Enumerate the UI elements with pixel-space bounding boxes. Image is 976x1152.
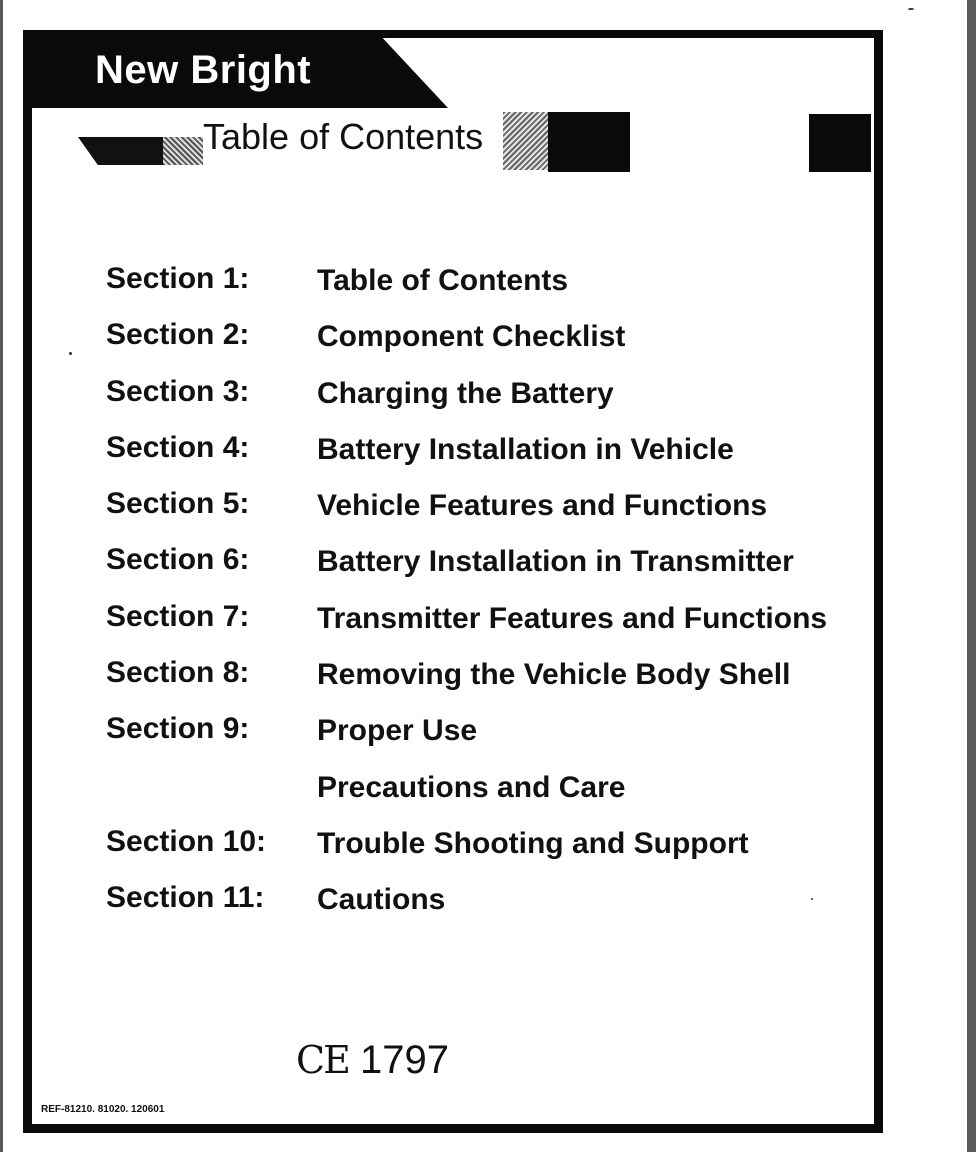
toc-section-number: Section 7:: [106, 599, 250, 633]
toc-section-number: Section 10:: [106, 824, 267, 858]
corner-decor-block: [809, 114, 871, 172]
title-decor-halftone: [163, 137, 203, 165]
toc-section-number: Section 6:: [106, 543, 250, 577]
title-decor-fade: [503, 112, 553, 170]
title-decor-block: [548, 112, 630, 172]
ce-number: 1797: [359, 1038, 449, 1082]
toc-row-11: [106, 881, 846, 937]
toc-section-number: Section 2:: [106, 318, 250, 352]
toc-section-title: Transmitter Features and Functions: [317, 601, 828, 635]
toc-row-5: [106, 487, 846, 543]
toc-section-title: Proper Use: [317, 714, 478, 748]
scan-speck: [811, 898, 813, 900]
reference-code: REF-81210. 81020. 120601: [41, 1104, 165, 1115]
scan-speck: [908, 8, 914, 10]
toc-section-title: Component Checklist: [317, 320, 626, 354]
toc-row-2: [106, 318, 846, 374]
toc-section-number: Section 8:: [106, 656, 250, 690]
toc-section-title: Battery Installation in Vehicle: [317, 432, 734, 466]
toc-row-10: [106, 825, 846, 881]
toc-section-title: Trouble Shooting and Support: [317, 826, 749, 860]
toc-section-number: Section 11:: [106, 881, 265, 915]
toc-section-number: Section 4:: [106, 430, 250, 464]
page-title: Table of Contents: [203, 116, 484, 157]
toc-section-number: Section 3:: [106, 374, 250, 408]
toc-section-title: Vehicle Features and Functions: [317, 489, 768, 523]
document-page: [3, 0, 967, 1152]
scan-speck: [69, 352, 72, 355]
table-of-contents: [106, 262, 846, 938]
toc-section-title: Battery Installation in Transmitter: [317, 545, 794, 579]
toc-section-title: Cautions: [317, 883, 446, 917]
ce-symbol: CE: [296, 1038, 349, 1082]
toc-row-9: [106, 712, 846, 768]
toc-row-4: [106, 431, 846, 487]
toc-row-6: [106, 543, 846, 599]
toc-row-1: [106, 262, 846, 318]
toc-row-7: [106, 600, 846, 656]
ce-certification-mark: [296, 1038, 449, 1083]
toc-row-9b: [106, 769, 846, 825]
toc-row-3: [106, 375, 846, 431]
brand-name: New Bright: [95, 48, 312, 92]
toc-section-title: Charging the Battery: [317, 376, 614, 410]
toc-section-number: Section 9:: [106, 712, 250, 746]
toc-section-title: Table of Contents: [317, 264, 569, 297]
toc-section-number: Section 5:: [106, 487, 250, 521]
toc-row-8: [106, 656, 846, 712]
toc-section-title: Removing the Vehicle Body Shell: [317, 658, 791, 692]
toc-section-title: Precautions and Care: [317, 770, 626, 804]
toc-section-number: Section 1:: [106, 262, 250, 295]
